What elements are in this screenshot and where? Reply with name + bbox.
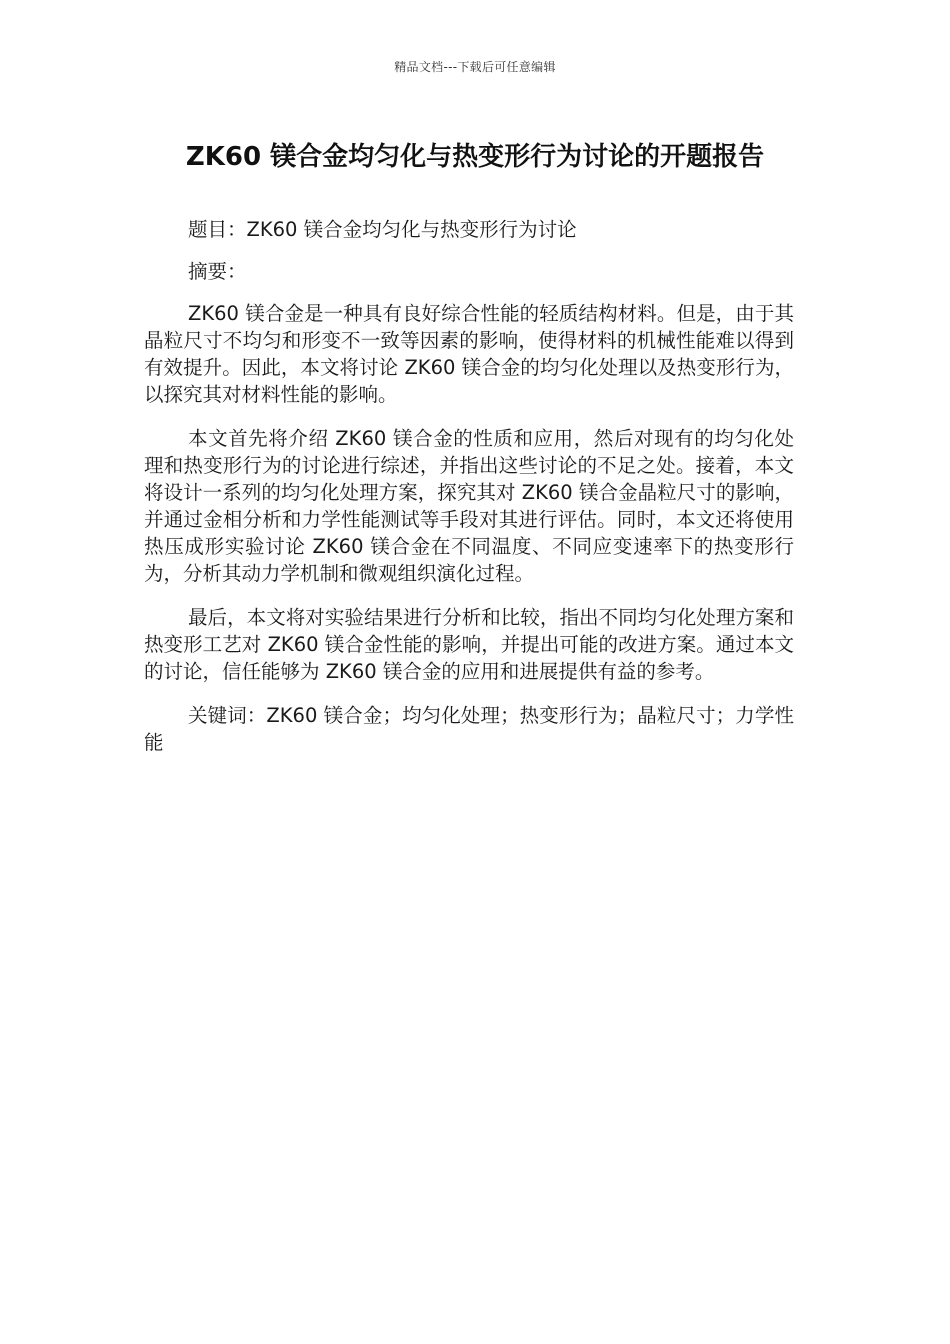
page-title: ZK60 镁合金均匀化与热变形行为讨论的开题报告 [185, 142, 765, 172]
document-body [144, 216, 794, 773]
abstract-paragraph-3: 最后，本文将对实验结果进行分析和比较，指出不同均匀化处理方案和热变形工艺对 ZK60 镁合金性能的影响，并提出可能的改进方案。通过本文的讨论，信任能够为 ZK60 镁合金的应用和进展提供有益的参考。 [144, 606, 794, 683]
abstract-paragraph-1: ZK60 镁合金是一种具有良好综合性能的轻质结构材料。但是，由于其晶粒尺寸不均匀和形变不一致等因素的影响，使得材料的机械性能难以得到有效提升。因此，本文将讨论 ZK60 镁合金的均匀化处理以及热变形行为，以探究其对材料性能的影响。 [144, 302, 794, 406]
header-note: 精品文档---下载后可任意编辑 [394, 60, 556, 74]
abstract-label: 摘要： [188, 260, 247, 283]
keywords-line: 关键词：ZK60 镁合金；均匀化处理；热变形行为；晶粒尺寸；力学性能 [144, 704, 794, 754]
topic-line: 题目：ZK60 镁合金均匀化与热变形行为讨论 [188, 218, 577, 241]
abstract-paragraph-2: 本文首先将介绍 ZK60 镁合金的性质和应用，然后对现有的均匀化处理和热变形行为的讨论进行综述，并指出这些讨论的不足之处。接着，本文将设计一系列的均匀化处理方案，探究其对 ZK60 镁合金晶粒尺寸的影响，并通过金相分析和力学性能测试等手段对其进行评估。同时，本文还将使用热压成形实验讨论 ZK60 镁合金在不同温度、不同应变速率下的热变形行为，分析其动力学机制和微观组织演化过程。 [144, 427, 794, 585]
